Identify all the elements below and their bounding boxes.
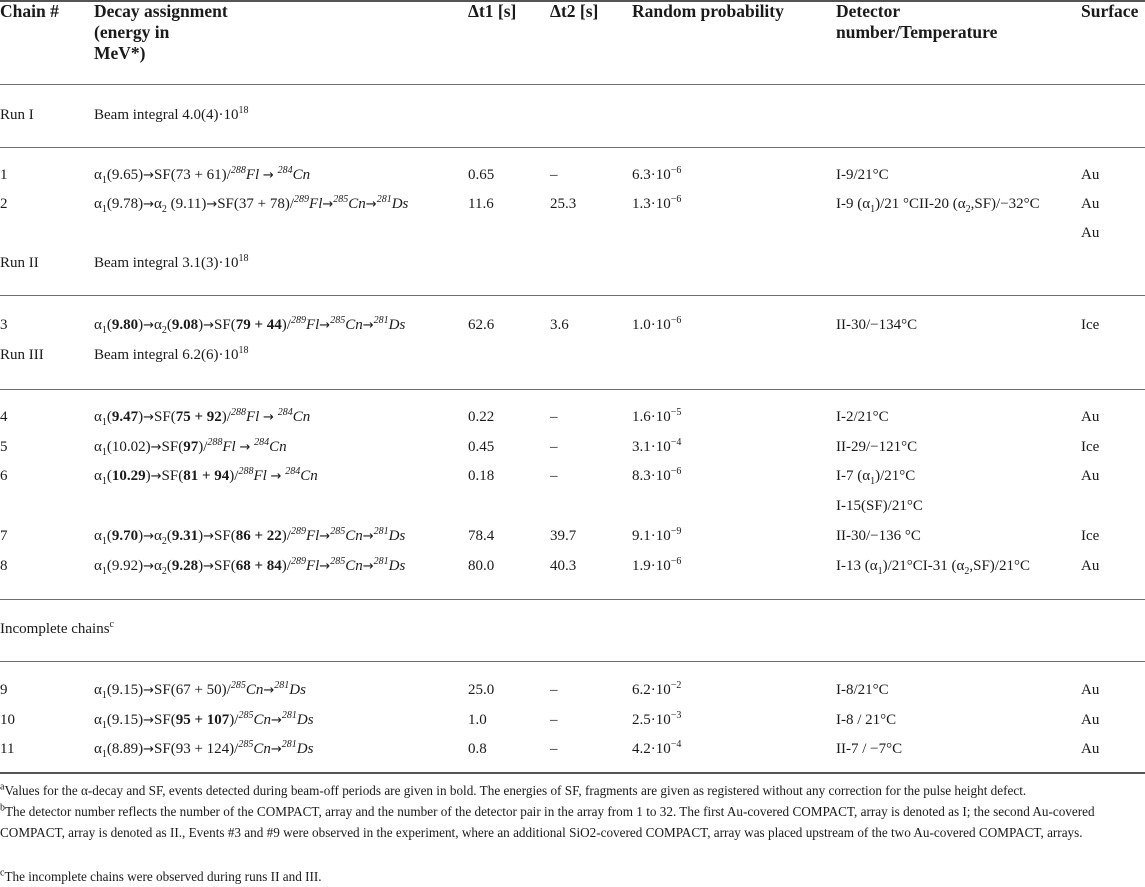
dt2-value: – <box>550 741 558 757</box>
chain-number: 5 <box>0 439 8 455</box>
run-label: Run II <box>0 255 39 271</box>
decay-assignment: $\alpha_1(9.15)\to SF(95 + 107)/^{285}Cn\to^{281}Ds$ <box>94 710 314 731</box>
dt1-value: 0.8 <box>468 741 487 757</box>
dt2-value: – <box>550 409 558 425</box>
dt1-value: 62.6 <box>468 317 495 333</box>
decay-assignment: $\alpha_1(9.80)\to\alpha_2(9.08)\to SF(79 + 44)/^{289}Fl\to^{285}Cn\to^{281}Ds$ <box>94 315 406 336</box>
dt2-value: – <box>550 468 558 484</box>
run-rule <box>0 295 1145 296</box>
incomplete-chains-label: Incomplete chains$^c$ <box>0 619 114 637</box>
dt2-value: 40.3 <box>550 558 577 574</box>
random-probability: $2.5\cdot 10^{-3}$ <box>632 710 682 728</box>
chain-number: 6 <box>0 468 8 484</box>
random-probability: $1.3\cdot 10^{-6}$ <box>632 194 682 212</box>
decay-assignment: $\alpha_1(9.78)\to\alpha_2$ (9.11)→SF(37 + 78)/$^{289}$Fl→$^{285}$Cn→$^{281}$Ds <box>94 194 409 215</box>
surface: Au <box>1081 167 1100 183</box>
decay-assignment: $\alpha_1(10.29)\to SF(81 + 94)/^{288}Fl \to ^{284}Cn$ <box>94 466 318 487</box>
detector-temperature: II-30/−134°C <box>836 317 918 333</box>
detector-temperature: II-29/−121°C <box>836 439 918 455</box>
footnote-c: $^c$The incomplete chains were observed during runs II and III. <box>0 867 322 884</box>
surface: Au <box>1081 741 1100 757</box>
header-detector: Detector number/Temperature <box>836 1 998 42</box>
dt2-value: – <box>550 712 558 728</box>
dt1-value: 80.0 <box>468 558 495 574</box>
beam-integral: Beam integral $4.0(4)\cdot 10^{18}$ <box>94 105 249 123</box>
surface: Au <box>1081 468 1100 484</box>
surface: Ice <box>1081 439 1100 455</box>
dt1-value: 11.6 <box>468 196 494 212</box>
random-probability: $1.0\cdot 10^{-6}$ <box>632 315 682 333</box>
decay-assignment: $\alpha_1(9.65)\to SF(73 + 61)/^{288}Fl \to ^{284}Cn$ <box>94 165 311 186</box>
dt2-value: 39.7 <box>550 528 577 544</box>
chain-number: 3 <box>0 317 8 333</box>
dt1-value: 0.65 <box>468 167 495 183</box>
dt1-value: 0.45 <box>468 439 495 455</box>
surface-extra: Au <box>1081 225 1100 241</box>
header-decay-assignment: Decay assignment (energy in MeV*) <box>94 1 228 63</box>
run-label: Run III <box>0 347 44 363</box>
chain-number: 11 <box>0 741 15 757</box>
dt1-value: 0.18 <box>468 468 495 484</box>
surface: Au <box>1081 196 1100 212</box>
header-dt1: Δt1 [s] <box>468 1 517 21</box>
detector-temperature: I-2/21°C <box>836 409 889 425</box>
dt2-value: – <box>550 439 558 455</box>
header-surface: Surface <box>1081 1 1139 21</box>
random-probability: $4.2\cdot 10^{-4}$ <box>632 739 682 757</box>
chain-number: 8 <box>0 558 8 574</box>
chain-number: 4 <box>0 409 8 425</box>
table-bottom-rule <box>0 772 1145 774</box>
detector-temperature: I-8/21°C <box>836 682 889 698</box>
beam-integral: Beam integral $6.2(6)\cdot 10^{18}$ <box>94 345 249 363</box>
chain-number: 7 <box>0 528 8 544</box>
chain-number: 1 <box>0 167 8 183</box>
decay-assignment: $\alpha_1(9.92)\to\alpha_2(9.28)\to SF(68 + 84)/^{289}Fl\to^{285}Cn\to^{281}Ds$ <box>94 556 406 577</box>
section-rule <box>0 599 1145 600</box>
run-rule <box>0 389 1145 390</box>
decay-assignment: $\alpha_1(9.47)\to SF(75 + 92)/^{288}Fl \to ^{284}Cn$ <box>94 407 311 428</box>
dt2-value: 25.3 <box>550 196 577 212</box>
run-rule <box>0 147 1145 148</box>
random-probability: $6.2\cdot 10^{-2}$ <box>632 680 682 698</box>
random-probability: $9.1\cdot 10^{-9}$ <box>632 526 682 544</box>
footnote-a: $^a$Values for the α-decay and SF, events detected during beam-off periods are given in bold. The energies of SF, fragments are given as registered without any correction for the pulse height defect. <box>0 781 1027 798</box>
dt2-value: 3.6 <box>550 317 569 333</box>
random-probability: $1.6\cdot 10^{-5}$ <box>632 407 682 425</box>
dt1-value: 25.0 <box>468 682 495 698</box>
beam-integral: Beam integral $3.1(3)\cdot 10^{18}$ <box>94 253 249 271</box>
random-probability: $6.3\cdot 10^{-6}$ <box>632 165 682 183</box>
chain-number: 2 <box>0 196 8 212</box>
dt1-value: 78.4 <box>468 528 495 544</box>
random-probability: $1.9\cdot 10^{-6}$ <box>632 556 682 574</box>
decay-assignment: $\alpha_1(9.15)\to SF(67 + 50)/^{285}Cn\to^{281}Ds$ <box>94 680 306 701</box>
section-rule <box>0 661 1145 662</box>
decay-assignment: $\alpha_1(9.70)\to\alpha_2(9.31)\to SF(86 + 22)/^{289}Fl\to^{285}Cn\to^{281}Ds$ <box>94 526 406 547</box>
header-bottom-rule <box>0 84 1145 85</box>
surface: Au <box>1081 558 1100 574</box>
dt2-value: – <box>550 682 558 698</box>
dt1-value: 1.0 <box>468 712 487 728</box>
detector-temperature: I-8 / 21°C <box>836 712 897 728</box>
detector-temperature-extra: I-15(SF)/21°C <box>836 498 923 514</box>
detector-temperature: II-7 / −7°C <box>836 741 903 757</box>
detector-temperature: I-9 $(\alpha_1)/21$ °CII-20 $(\alpha_2,SF)/-32^\circ C$ <box>836 196 1040 215</box>
run-label: Run I <box>0 107 34 123</box>
surface: Au <box>1081 409 1100 425</box>
surface: Au <box>1081 712 1100 728</box>
decay-assignment: $\alpha_1(8.89)\to SF(93 + 124)/^{285}Cn\to^{281}Ds$ <box>94 739 314 760</box>
random-probability: $3.1\cdot 10^{-4}$ <box>632 437 682 455</box>
dt2-value: – <box>550 167 558 183</box>
detector-temperature: II-30/−136 °C <box>836 528 921 544</box>
header-chain: Chain # <box>0 1 59 21</box>
random-probability: $8.3\cdot 10^{-6}$ <box>632 466 682 484</box>
surface: Au <box>1081 682 1100 698</box>
dt1-value: 0.22 <box>468 409 495 425</box>
footnote-b: $^b$The detector number reflects the number of the COMPACT, array and the number of the detector pair in the array from 1 to 32. The first Au-covered COMPACT, array is denoted as I; the second Au-covered COMPACT, array is denoted as II., Events #3 and #9 were observed in the experiment, where an additional SiO2-covered COMPACT, array was placed upstream of the two Au-covered COMPACT, arrays. <box>0 802 1095 840</box>
chain-number: 10 <box>0 712 15 728</box>
detector-temperature: I-13 $(\alpha_1)/21^\circ CI-31$ $(\alpha_2,SF)/21^\circ C$ <box>836 558 1030 577</box>
header-dt2: Δt2 [s] <box>550 1 599 21</box>
chain-number: 9 <box>0 682 8 698</box>
detector-temperature: I-7 $(\alpha_1)/21^\circ C$ <box>836 468 916 487</box>
surface: Ice <box>1081 528 1100 544</box>
detector-temperature: I-9/21°C <box>836 167 889 183</box>
surface: Ice <box>1081 317 1100 333</box>
decay-assignment: $\alpha_1(10.02)\to SF(97)/^{288}Fl \to ^{284}Cn$ <box>94 437 287 458</box>
header-random-probability: Random probability <box>632 1 784 21</box>
